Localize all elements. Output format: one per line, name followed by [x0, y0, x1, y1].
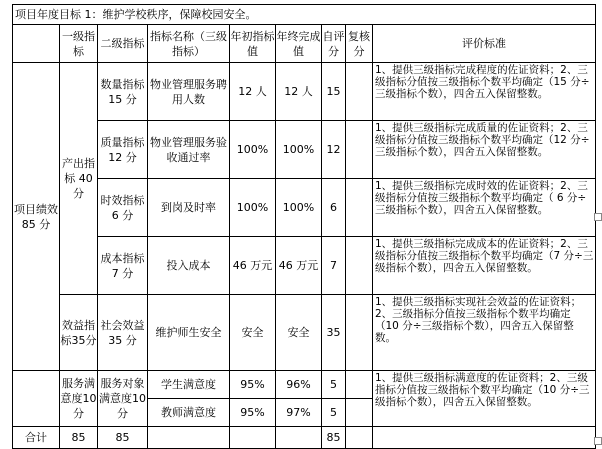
- header-review-score: 复核分: [346, 25, 373, 63]
- final-value-cell: 96%: [276, 371, 322, 399]
- header-level2: 二级指标: [98, 25, 148, 63]
- indicator-name-cell: 物业管理服务验收通过率: [148, 121, 230, 179]
- review-score-cell: [346, 399, 373, 427]
- output-indicator-label: 产出指标 40 分: [60, 63, 98, 295]
- blank-cell: [230, 427, 276, 449]
- self-score-cell: 5: [322, 371, 346, 399]
- blank-cell: [276, 427, 322, 449]
- final-value-cell: 安全: [276, 295, 322, 371]
- performance-table-document: [12, 4, 595, 449]
- final-value-cell: 12 人: [276, 63, 322, 121]
- criteria-cell: 1、提供三级指标完成质量的佐证资料；2、三级指标分值按三级指标个数平均确定（12 分÷三级指标个数），四舍五入保留整数。: [373, 121, 596, 179]
- initial-value-cell: 95%: [230, 399, 276, 427]
- level2-cell: 社会效益35 分: [98, 295, 148, 371]
- indicator-name-cell: 到岗及时率: [148, 179, 230, 237]
- self-score-cell: 12: [322, 121, 346, 179]
- header-level1: 一级指标: [60, 25, 98, 63]
- header-criteria: 评价标准: [373, 25, 596, 63]
- criteria-cell: 1、提供三级指标完成时效的佐证资料；2、三级指标分值按三级指标个数平均确定（ 6 分÷三级指标个数），四舍五入保留整数。: [373, 179, 596, 237]
- indicator-name-cell: 物业管理服务聘用人数: [148, 63, 230, 121]
- review-score-cell: [346, 63, 373, 121]
- initial-value-cell: 100%: [230, 179, 276, 237]
- total-label: 合计: [13, 427, 60, 449]
- effect-indicator-label: 效益指标35分: [60, 295, 98, 371]
- table-row: [13, 371, 596, 399]
- header-blank: [13, 25, 60, 63]
- table-row: [13, 237, 596, 295]
- criteria-cell: 1、提供三级指标满意度的佐证资料；2、三级指标分值按三级指标个数平均确定（10 分÷三级指标个数），四舍五入保留整数。: [373, 371, 596, 427]
- table-row: [13, 63, 596, 121]
- self-score-cell: 15: [322, 63, 346, 121]
- review-score-cell: [346, 295, 373, 371]
- header-final-value: 年终完成值: [276, 25, 322, 63]
- self-score-cell: 35: [322, 295, 346, 371]
- blank-cell: [373, 427, 596, 449]
- criteria-cell: 1、提供三级指标实现社会效益的佐证资料；2、三级指标分值按三级指标个数平均确定（10 分÷三级指标个数），四舍五入保留整数。: [373, 295, 596, 371]
- resize-handle-icon[interactable]: [594, 213, 602, 221]
- header-self-score: 自评分: [322, 25, 346, 63]
- resize-handle-icon[interactable]: [594, 437, 602, 445]
- indicator-name-cell: 学生满意度: [148, 371, 230, 399]
- self-score-cell: 7: [322, 237, 346, 295]
- final-value-cell: 100%: [276, 121, 322, 179]
- initial-value-cell: 安全: [230, 295, 276, 371]
- table-row: [13, 121, 596, 179]
- header-level3: 指标名称（三级指标）: [148, 25, 230, 63]
- total-level2: 85: [98, 427, 148, 449]
- final-value-cell: 46 万元: [276, 237, 322, 295]
- final-value-cell: 97%: [276, 399, 322, 427]
- total-self-score: 85: [322, 427, 346, 449]
- initial-value-cell: 12 人: [230, 63, 276, 121]
- total-row: [13, 427, 596, 449]
- self-score-cell: 5: [322, 399, 346, 427]
- satisfaction-indicator-label: 服务满意度10 分: [60, 371, 98, 427]
- indicator-name-cell: 维护师生安全: [148, 295, 230, 371]
- table-row: [13, 179, 596, 237]
- performance-evaluation-table: [12, 4, 596, 449]
- initial-value-cell: 95%: [230, 371, 276, 399]
- review-score-cell: [346, 237, 373, 295]
- level2-cell: 数量指标15 分: [98, 63, 148, 121]
- self-score-cell: 6: [322, 179, 346, 237]
- blank-cell: [13, 371, 60, 427]
- project-performance-label: 项目绩效85 分: [13, 63, 60, 371]
- blank-cell: [148, 427, 230, 449]
- total-level1: 85: [60, 427, 98, 449]
- criteria-cell: 1、提供三级指标完成程度的佐证资料；2、三级指标分值按三级指标个数平均确定（15 分÷三级指标个数），四舍五入保留整数。: [373, 63, 596, 121]
- review-score-cell: [346, 121, 373, 179]
- blank-cell: [346, 427, 373, 449]
- initial-value-cell: 100%: [230, 121, 276, 179]
- level2-cell: 时效指标6 分: [98, 179, 148, 237]
- header-initial-value: 年初指标值: [230, 25, 276, 63]
- review-score-cell: [346, 371, 373, 399]
- annual-goal-title: 项目年度目标 1：维护学校秩序，保障校园安全。: [13, 5, 596, 25]
- final-value-cell: 100%: [276, 179, 322, 237]
- review-score-cell: [346, 179, 373, 237]
- indicator-name-cell: 教师满意度: [148, 399, 230, 427]
- indicator-name-cell: 投入成本: [148, 237, 230, 295]
- level2-cell: 质量指标12 分: [98, 121, 148, 179]
- level2-cell: 成本指标7 分: [98, 237, 148, 295]
- criteria-cell: 1、提供三级指标完成成本的佐证资料；2、三级指标分值按三级指标个数平均确定（7 分÷三级指标个数），四舍五入保留整数。: [373, 237, 596, 295]
- level2-cell: 服务对象满意度10 分: [98, 371, 148, 427]
- initial-value-cell: 46 万元: [230, 237, 276, 295]
- table-row: [13, 295, 596, 371]
